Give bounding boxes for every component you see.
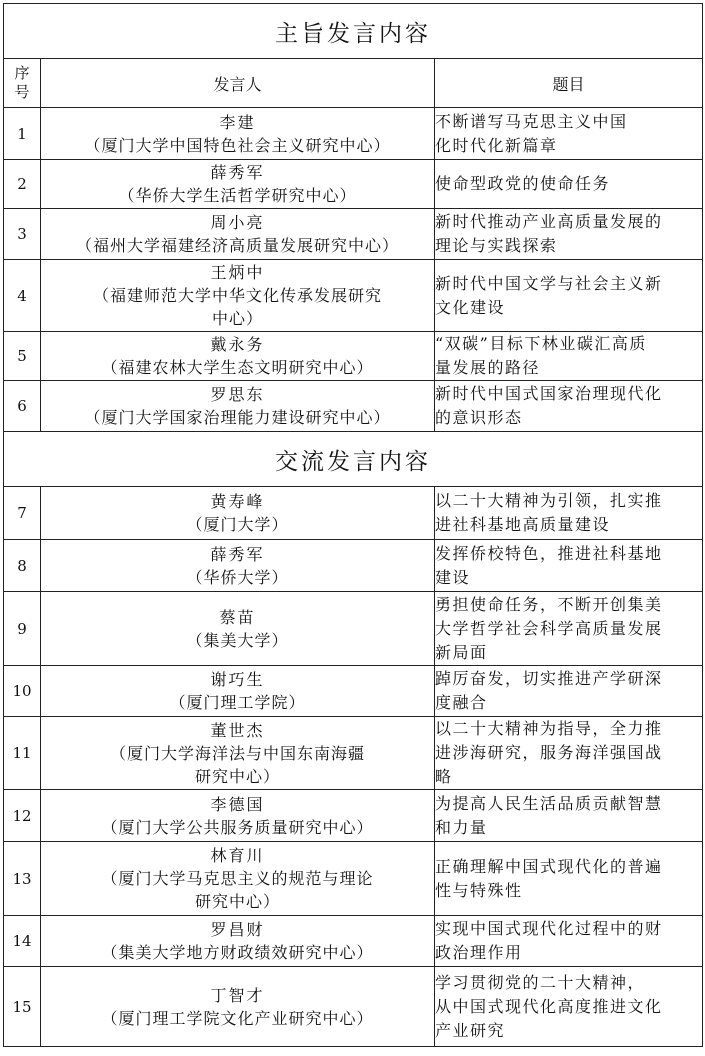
speaker-name: 蔡苗: [219, 607, 256, 627]
topic-line: 建设: [435, 567, 471, 587]
speaker-cell: [41, 916, 435, 967]
topic-line: 正确理解中国式现代化的普遍: [435, 856, 663, 876]
topic-line: 新时代中国式国家治理现代化: [435, 384, 663, 403]
header-no-label: 序号: [14, 64, 30, 101]
row-number: 2: [4, 160, 41, 209]
speaker-name: 戴永务: [210, 335, 265, 354]
speaker-cell: [41, 160, 435, 209]
topic-line: 的意识形态: [435, 408, 523, 427]
table-row: [4, 260, 703, 332]
speaker-cell: [41, 487, 435, 540]
speaker-affiliation: 研究中心）: [194, 766, 280, 786]
topic-line: 以二十大精神为引领，扎实推: [435, 491, 663, 510]
speaker-affiliation: （福建师范大学中华文化传承发展研究: [92, 286, 382, 305]
speaker-cell: [41, 842, 435, 916]
speaker-name: 薛秀军: [210, 544, 265, 564]
topic-cell: [435, 108, 703, 160]
table-row: [4, 666, 703, 717]
speaker-cell: [41, 381, 435, 432]
topic-line: 使命型政党的使命任务: [435, 174, 611, 193]
speaker-name: 李德国: [210, 794, 265, 814]
topic-line: 不断谱写马克思主义中国: [435, 111, 628, 131]
speaker-affiliation: （厦门理工学院文化产业研究中心）: [101, 1008, 374, 1028]
table-row: [4, 842, 703, 916]
table-row: [4, 717, 703, 790]
topic-line: 文化建设: [435, 297, 506, 317]
speaker-affiliation: 中心）: [211, 309, 263, 328]
row-number: 9: [4, 592, 41, 666]
topic-cell: [435, 260, 703, 332]
topic-line: 勇担使命任务，不断开创集美: [435, 594, 663, 614]
table-row: [4, 108, 703, 160]
topic-cell: [435, 209, 703, 260]
topic-line: 量发展的路径: [435, 358, 541, 377]
topic-cell: [435, 487, 703, 540]
speaker-cell: [41, 717, 435, 790]
table-row: [4, 540, 703, 592]
topic-cell: [435, 967, 703, 1047]
topic-cell: [435, 332, 703, 381]
speaker-name: 周小亮: [210, 213, 265, 232]
row-number: 3: [4, 209, 41, 260]
topic-line: 理论与实践探索: [435, 236, 558, 255]
speaker-affiliation: （集美大学地方财政绩效研究中心）: [101, 943, 374, 962]
topic-line: 学习贯彻党的二十大精神，: [435, 972, 646, 992]
topic-line: 实现中国式现代化过程中的财: [435, 919, 663, 938]
speaker-affiliation: （厦门大学）: [186, 515, 289, 534]
topic-line: 产业研究: [435, 1020, 506, 1040]
speaker-affiliation: （福州大学福建经济高质量发展研究中心）: [75, 236, 399, 255]
speaker-cell: [41, 260, 435, 332]
topic-cell: [435, 790, 703, 842]
speaker-cell: [41, 540, 435, 592]
speaker-affiliation: 研究中心）: [194, 892, 280, 911]
speaker-cell: [41, 108, 435, 160]
speaker-affiliation: （厦门大学海洋法与中国东南海疆: [109, 743, 365, 763]
speaker-affiliation: （福建农林大学生态文明研究中心）: [101, 358, 374, 377]
speaker-name: 罗思东: [210, 385, 265, 404]
speaker-affiliation: （集美大学）: [186, 630, 289, 650]
row-number: 12: [4, 790, 41, 842]
table-row: [4, 332, 703, 381]
speaker-name: 李建: [219, 112, 256, 132]
topic-line: 和力量: [435, 817, 488, 837]
speaker-name: 谢巧生: [210, 670, 265, 689]
speaker-affiliation: （厦门大学中国特色社会主义研究中心）: [84, 135, 391, 155]
speaker-name: 林育川: [210, 846, 265, 865]
topic-line: 大学哲学社会科学高质量发展: [435, 618, 663, 638]
speaker-cell: [41, 332, 435, 381]
table-row: [4, 916, 703, 967]
table-row: [4, 967, 703, 1047]
topic-cell: [435, 160, 703, 209]
topic-line: 从中国式现代化高度推进文化: [435, 996, 663, 1016]
table-row: [4, 790, 703, 842]
row-number: 15: [4, 967, 41, 1047]
speaker-name: 薛秀军: [210, 163, 265, 182]
topic-cell: [435, 381, 703, 432]
topic-line: 新时代中国文学与社会主义新: [435, 273, 663, 293]
section-title: 主旨发言内容: [4, 4, 703, 59]
table-row: [4, 592, 703, 666]
topic-cell: [435, 540, 703, 592]
row-number: 7: [4, 487, 41, 540]
topic-line: 化时代化新篇章: [435, 135, 558, 155]
topic-line: 政治理作用: [435, 943, 523, 962]
section-title-row: [4, 432, 703, 487]
topic-line: 性与特殊性: [435, 880, 523, 900]
speaker-cell: [41, 209, 435, 260]
row-number: 10: [4, 666, 41, 717]
speaker-cell: [41, 967, 435, 1047]
topic-line: 新局面: [435, 642, 488, 662]
topic-cell: [435, 717, 703, 790]
topic-line: 为提高人民生活品质贡献智慧: [435, 793, 663, 813]
topic-line: 新时代推动产业高质量发展的: [435, 212, 663, 231]
table-row: [4, 487, 703, 540]
speaker-affiliation: （厦门大学马克思主义的规范与理论: [101, 869, 374, 888]
row-number: 14: [4, 916, 41, 967]
header-topic: 题目: [435, 59, 703, 108]
topic-cell: [435, 592, 703, 666]
topic-line: 进涉海研究，服务海洋强国战: [435, 743, 663, 762]
table-row: [4, 160, 703, 209]
topic-line: 进社科基地高质量建设: [435, 515, 611, 534]
speaker-cell: [41, 592, 435, 666]
topic-cell: [435, 916, 703, 967]
header-no: [4, 59, 41, 108]
topic-line: 略: [435, 767, 453, 786]
speaker-name: 董世杰: [210, 720, 265, 740]
speaker-name: 丁智才: [210, 985, 265, 1005]
topic-cell: [435, 842, 703, 916]
row-number: 11: [4, 717, 41, 790]
speaker-name: 黄寿峰: [210, 492, 265, 511]
speaker-affiliation: （华侨大学生活哲学研究中心）: [118, 186, 357, 205]
speech-schedule-table: [3, 3, 703, 1047]
table-body: [4, 4, 703, 1047]
topic-line: 度融合: [435, 693, 488, 712]
row-number: 4: [4, 260, 41, 332]
speaker-affiliation: （华侨大学）: [186, 567, 289, 587]
topic-line: 以二十大精神为指导，全力推: [435, 719, 663, 738]
row-number: 13: [4, 842, 41, 916]
speaker-cell: [41, 666, 435, 717]
topic-cell: [435, 666, 703, 717]
table-row: [4, 209, 703, 260]
section-title-row: [4, 4, 703, 59]
table-row: [4, 381, 703, 432]
topic-line: “双碳”目标下林业碳汇高质: [435, 334, 647, 353]
row-number: 6: [4, 381, 41, 432]
speaker-cell: [41, 790, 435, 842]
speaker-name: 罗昌财: [210, 920, 265, 939]
topic-line: 发挥侨校特色，推进社科基地: [435, 543, 663, 563]
header-speaker: 发言人: [41, 59, 435, 108]
topic-line: 踔厉奋发，切实推进产学研深: [435, 669, 663, 688]
speaker-affiliation: （厦门理工学院）: [169, 693, 306, 712]
speaker-name: 王炳中: [210, 263, 265, 282]
row-number: 5: [4, 332, 41, 381]
row-number: 1: [4, 108, 41, 160]
speaker-affiliation: （厦门大学国家治理能力建设研究中心）: [84, 408, 391, 427]
row-number: 8: [4, 540, 41, 592]
header-row: [4, 59, 703, 108]
section-title: 交流发言内容: [4, 432, 703, 487]
speaker-affiliation: （厦门大学公共服务质量研究中心）: [101, 817, 374, 837]
